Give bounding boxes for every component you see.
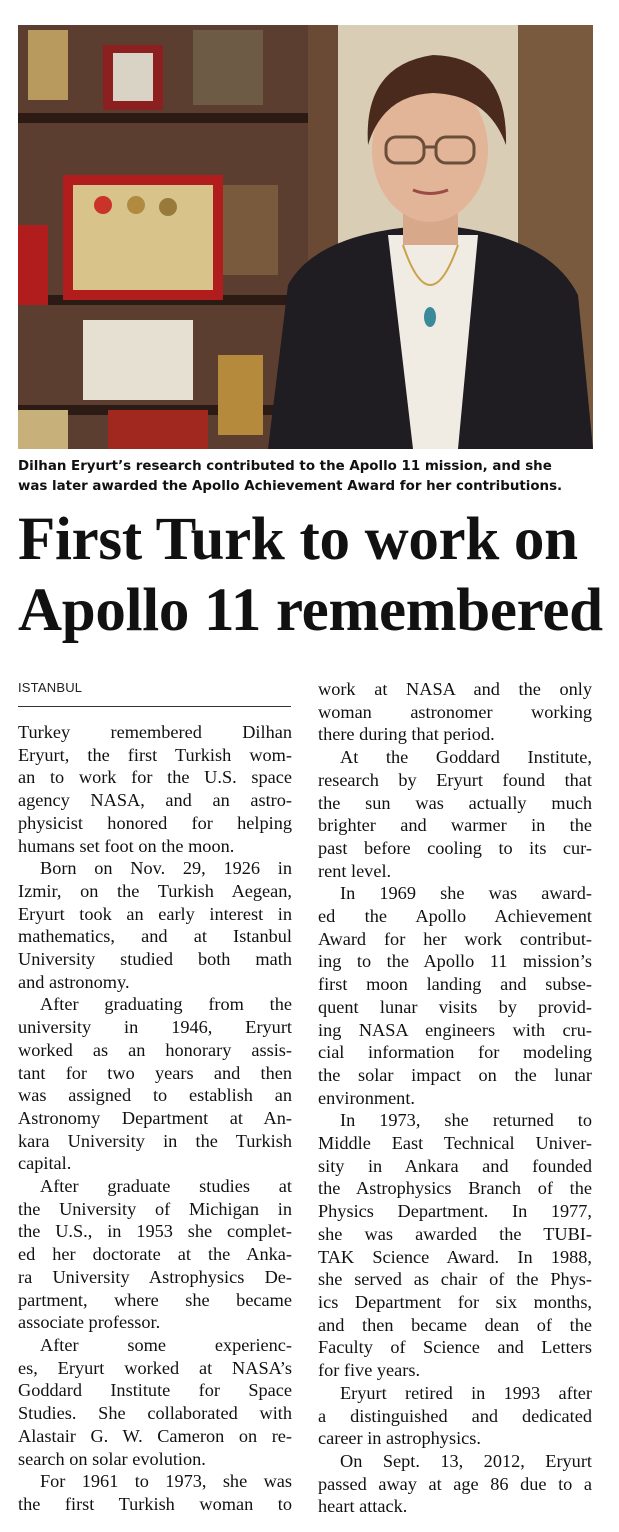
text-line: Alastair G. W. Cameron on re-	[18, 1425, 292, 1446]
text-line: kara University in the Turkish	[18, 1130, 292, 1151]
text-line: tant for two years and then	[18, 1062, 292, 1083]
text-line: worked as an honorary assis-	[18, 1039, 292, 1060]
text-line: Middle East Technical Univer-	[318, 1133, 592, 1154]
text-line: On Sept. 13, 2012, Eryurt	[340, 1450, 592, 1471]
text-line: sity in Ankara and founded	[318, 1155, 592, 1176]
text-line: ing NASA engineers with cru-	[318, 1019, 592, 1040]
text-line: career in astrophysics.	[318, 1428, 481, 1449]
text-line: she served as chair of the Phys-	[318, 1269, 592, 1290]
text-line: and then became dean of the	[318, 1314, 592, 1335]
text-line: Physics Department. In 1977,	[318, 1201, 592, 1222]
text-line: heart attack.	[318, 1496, 408, 1517]
text-line: first moon landing and subse-	[318, 974, 592, 995]
text-line: work at NASA and the only	[318, 679, 592, 699]
text-line: University studied both math	[18, 949, 292, 970]
text-line: Born on Nov. 29, 1926 in	[40, 858, 292, 879]
paragraph	[18, 721, 292, 857]
text-line: the first Turkish woman to	[18, 1493, 292, 1514]
text-line: At the Goddard Institute,	[340, 747, 592, 768]
text-line: the sun was actually much	[318, 792, 592, 813]
text-line: was assigned to establish an	[18, 1085, 292, 1106]
text-line: capital.	[18, 1153, 72, 1174]
text-line: for five years.	[318, 1360, 421, 1381]
dateline: ISTANBUL	[18, 680, 83, 695]
text-line: After some experienc-	[40, 1334, 292, 1355]
paragraph	[18, 1175, 292, 1334]
text-line: the solar impact on the lunar	[318, 1064, 592, 1085]
text-line: Faculty of Science and Letters	[318, 1337, 592, 1358]
text-line: humans set foot on the moon.	[18, 835, 235, 856]
text-line: Eryurt retired in 1993 after	[340, 1382, 592, 1403]
text-line: the University of Michigan in	[18, 1198, 292, 1219]
paragraph	[318, 1382, 592, 1450]
headline-line: Apollo 11 remembered	[18, 577, 603, 644]
headline-line: First Turk to work on	[18, 506, 578, 573]
text-line: associate professor.	[18, 1312, 161, 1333]
text-line: there during that period.	[318, 724, 495, 745]
headline	[18, 504, 603, 646]
text-line: cial information for modeling	[318, 1042, 592, 1063]
text-line: ed her doctorate at the Anka-	[18, 1244, 292, 1265]
text-line: physicist honored for helping	[18, 812, 292, 833]
text-line: woman astronomer working	[318, 701, 592, 722]
text-line: mathematics, and at Istanbul	[18, 926, 292, 947]
text-line: Goddard Institute for Space	[18, 1380, 292, 1401]
paragraph	[18, 993, 292, 1175]
text-line: In 1969 she was award-	[340, 883, 592, 904]
text-line: Astronomy Department at An-	[18, 1107, 292, 1128]
text-line: ed the Apollo Achievement	[318, 906, 592, 927]
text-line: a distinguished and dedicated	[318, 1405, 592, 1426]
dateline-rule	[18, 706, 291, 707]
text-line: es, Eryurt worked at NASA’s	[18, 1357, 292, 1378]
text-line: quent lunar visits by provid-	[318, 996, 592, 1017]
paragraph	[18, 1470, 292, 1515]
text-line: ing to the Apollo 11 mission’s	[318, 951, 592, 972]
text-line: university in 1946, Eryurt	[18, 1017, 292, 1038]
text-line: Studies. She collaborated with	[18, 1403, 292, 1424]
text-line: Eryurt took an early interest in	[18, 903, 292, 924]
text-line: After graduate studies at	[40, 1176, 292, 1197]
text-line: environment.	[318, 1087, 415, 1108]
text-line: Eryurt, the first Turkish wom-	[18, 744, 292, 765]
paragraph	[318, 746, 592, 882]
text-line: Izmir, on the Turkish Aegean,	[18, 880, 292, 901]
text-line: Turkey remembered Dilhan	[18, 722, 292, 742]
text-line: partment, where she became	[18, 1289, 292, 1310]
paragraph	[318, 1450, 592, 1518]
text-line: an to work for the U.S. space	[18, 767, 292, 788]
photo-caption	[18, 457, 593, 497]
text-line: After graduating from the	[40, 994, 292, 1015]
text-line: research by Eryurt found that	[318, 769, 592, 790]
article-column-right	[318, 678, 592, 1518]
paragraph	[318, 1109, 592, 1381]
paragraph	[18, 1334, 292, 1470]
caption-line: was later awarded the Apollo Achievement Award for her contributions.	[18, 479, 563, 494]
text-line: ra University Astrophysics De-	[18, 1266, 292, 1287]
text-line: In 1973, she returned to	[340, 1110, 592, 1131]
text-line: the U.S., in 1953 she complet-	[18, 1221, 292, 1242]
text-line: ics Department for six months,	[318, 1291, 592, 1312]
text-line: For 1961 to 1973, she was	[40, 1471, 292, 1492]
text-line: rent level.	[318, 860, 392, 881]
article-photo	[18, 25, 593, 449]
paragraph	[18, 857, 292, 993]
text-line: brighter and warmer in the	[318, 815, 592, 836]
portrait-photo-icon	[18, 25, 593, 449]
text-line: passed away at age 86 due to a	[318, 1473, 592, 1494]
text-line: TAK Science Award. In 1988,	[318, 1246, 592, 1267]
text-line: Award for her work contribut-	[318, 928, 592, 949]
text-line: and astronomy.	[18, 971, 130, 992]
paragraph	[318, 882, 592, 1109]
text-line: agency NASA, and an astro-	[18, 790, 292, 811]
text-line: the Astrophysics Branch of the	[318, 1178, 592, 1199]
paragraph	[318, 678, 592, 746]
caption-line: Dilhan Eryurt’s research contributed to the Apollo 11 mission, and she	[18, 459, 552, 474]
text-line: search on solar evolution.	[18, 1448, 206, 1469]
article-column-left	[18, 721, 292, 1516]
text-line: she was awarded the TUBI-	[318, 1223, 592, 1244]
text-line: past before cooling to its cur-	[318, 837, 592, 858]
